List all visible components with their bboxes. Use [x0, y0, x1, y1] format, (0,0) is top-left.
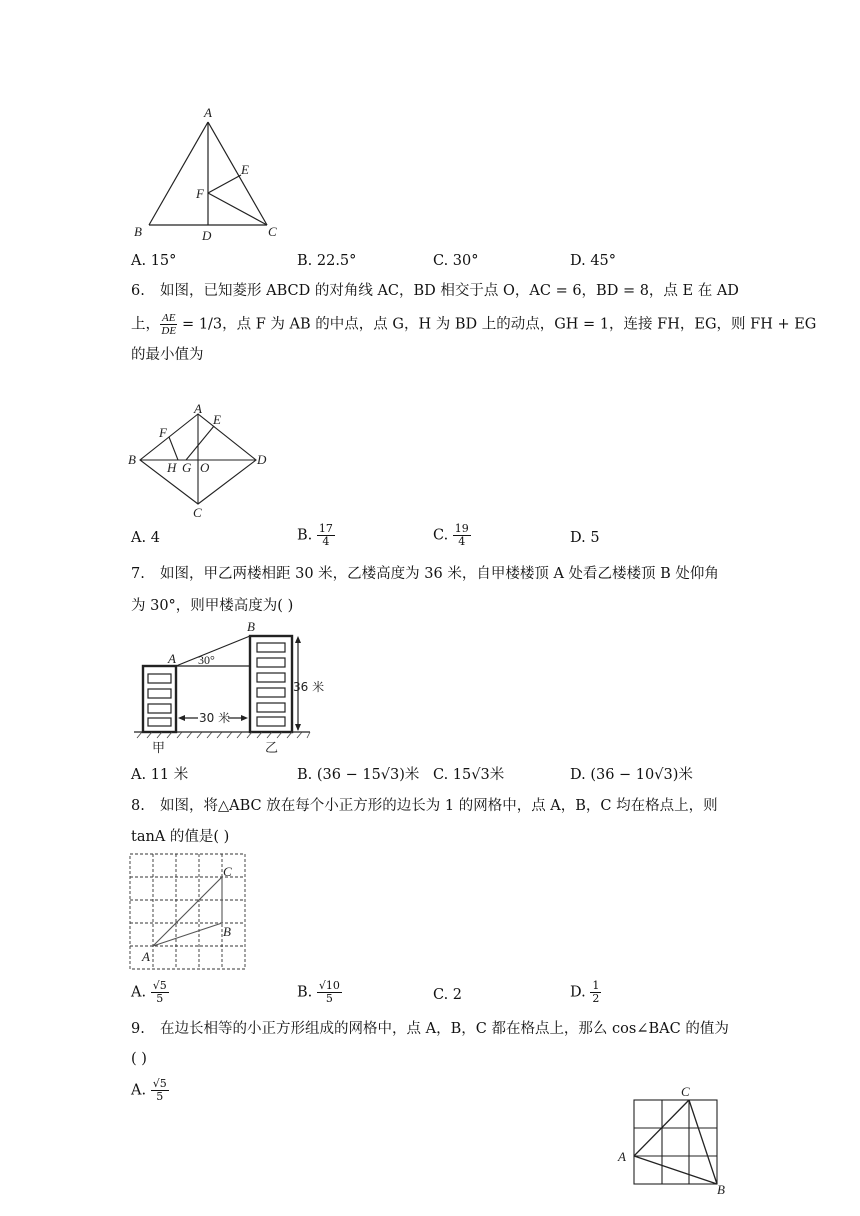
q6-option-c-fraction: [453, 523, 471, 548]
q9-option-a: [131, 1078, 169, 1103]
q8-label-c: C: [223, 864, 232, 879]
q6-line3: 的最小值为: [131, 347, 204, 363]
q9-label-b: B: [717, 1182, 725, 1197]
q8-option-a-fraction: [151, 980, 169, 1005]
q7-line2: 为 30°，则甲楼高度为( ): [131, 598, 294, 614]
q5-label-d: D: [202, 228, 212, 243]
q6-label-e: E: [213, 412, 221, 427]
q9-line1: 在边长相等的小正方形组成的网格中，点 A，B，C 都在格点上，那么 cos∠BAC 的值为: [160, 1021, 729, 1037]
q6-label-b: B: [128, 452, 136, 467]
q8-option-a-prefix: A.: [131, 984, 147, 1001]
q5-label-f: F: [196, 186, 204, 201]
q8-option-b-fraction: [317, 980, 342, 1005]
q6-line1: 如图，已知菱形 ABCD 的对角线 AC，BD 相交于点 O，AC = 6，BD = 8，点 E 在 AD: [160, 283, 739, 299]
q5-figure: [128, 100, 288, 245]
q8-label-b: B: [223, 924, 231, 939]
q8-option-d-prefix: D.: [570, 984, 586, 1001]
q6-option-d: D. 5: [570, 530, 600, 546]
q6-line2-post: = 1/3，点 F 为 AB 的中点，点 G，H 为 BD 上的动点，GH = 1，连接 FH，EG，则 FH + EG: [177, 316, 817, 333]
q6-label-f: F: [159, 425, 167, 440]
q6-number: 6.: [131, 283, 145, 299]
q6-label-a: A: [194, 401, 202, 416]
q8-option-b: [297, 980, 342, 1005]
q9-figure: [614, 1082, 734, 1196]
q7-line1: 如图，甲乙两楼相距 30 米，乙楼高度为 36 米，自甲楼楼顶 A 处看乙楼楼顶 B 处仰角: [160, 566, 719, 582]
q5-label-e: E: [241, 162, 249, 177]
q6-option-b-num: 17: [318, 522, 333, 535]
q5-option-b: B. 22.5°: [297, 253, 357, 269]
q7-option-a: A. 11 米: [131, 767, 189, 783]
q7-option-b: B. (36 − 15√3)米: [297, 767, 420, 783]
q6-label-d: D: [257, 452, 267, 467]
q8-figure: [126, 850, 250, 974]
q7-label-b: B: [247, 619, 255, 634]
q6-option-c-prefix: C.: [433, 527, 449, 544]
q8-option-c: C. 2: [433, 987, 463, 1003]
q7-label-a: A: [168, 651, 176, 666]
q6-option-c: [433, 523, 471, 548]
q6-option-c-num: 19: [454, 522, 469, 535]
q9-option-a-num: √5: [152, 1077, 167, 1090]
q6-figure: [126, 400, 276, 522]
q7-label-distance: 30 米: [199, 711, 231, 725]
q5-option-c: C. 30°: [433, 253, 479, 269]
q7-option-d: D. (36 − 10√3)米: [570, 767, 693, 783]
q7-figure: [130, 618, 325, 758]
q6-frac-num: AE: [162, 312, 176, 324]
q8-option-d-num: 1: [592, 979, 600, 992]
q8-option-d: [570, 980, 601, 1005]
q6-option-b-den: 4: [322, 535, 330, 548]
q6-label-g: G: [182, 460, 192, 475]
q6-option-b-prefix: B.: [297, 527, 313, 544]
q8-option-a-num: √5: [152, 979, 167, 992]
q8-option-d-den: 2: [592, 992, 600, 1005]
q6-label-c: C: [193, 505, 202, 520]
q9-option-a-fraction: [151, 1078, 169, 1103]
q9-label-c: C: [681, 1084, 690, 1099]
q5-option-d: D. 45°: [570, 253, 617, 269]
q5-label-a: A: [204, 105, 212, 120]
q7-label-left: 甲: [152, 741, 166, 756]
q7-label-right: 乙: [265, 741, 279, 756]
q6-label-o: O: [200, 460, 210, 475]
q6-fraction: [160, 312, 177, 337]
q8-line2: tanA 的值是( ): [131, 829, 230, 845]
q7-option-c: C. 15√3米: [433, 767, 505, 783]
q7-label-height: 36 米: [293, 680, 325, 694]
q8-option-b-den: 5: [325, 992, 333, 1005]
q8-option-b-prefix: B.: [297, 984, 313, 1001]
q6-label-h: H: [167, 460, 177, 475]
q9-number: 9.: [131, 1021, 145, 1037]
q6-option-c-den: 4: [458, 535, 466, 548]
q5-label-b: B: [134, 224, 142, 239]
q5-label-c: C: [268, 224, 277, 239]
q6-line2-pre: 上，: [131, 316, 160, 333]
q8-option-d-fraction: [590, 980, 601, 1005]
q8-option-a: [131, 980, 169, 1005]
q9-line2: ( ): [131, 1051, 147, 1067]
q6-option-a: A. 4: [131, 530, 160, 546]
q9-label-a: A: [618, 1149, 626, 1164]
q5-option-a: A. 15°: [131, 253, 177, 269]
q9-option-a-den: 5: [156, 1090, 164, 1103]
q8-line1: 如图，将△ABC 放在每个小正方形的边长为 1 的网格中，点 A，B，C 均在格点上，则: [160, 798, 718, 814]
q8-option-a-den: 5: [156, 992, 164, 1005]
q9-option-a-prefix: A.: [131, 1082, 147, 1099]
q6-option-b: [297, 523, 335, 548]
q6-line2: [131, 312, 816, 337]
q6-option-b-fraction: [317, 523, 335, 548]
q7-label-angle: 30°: [198, 653, 215, 667]
q8-option-b-num: √10: [318, 979, 340, 992]
q8-number: 8.: [131, 798, 145, 814]
q7-number: 7.: [131, 566, 145, 582]
q6-frac-den: DE: [161, 325, 177, 337]
q8-label-a: A: [142, 949, 150, 964]
